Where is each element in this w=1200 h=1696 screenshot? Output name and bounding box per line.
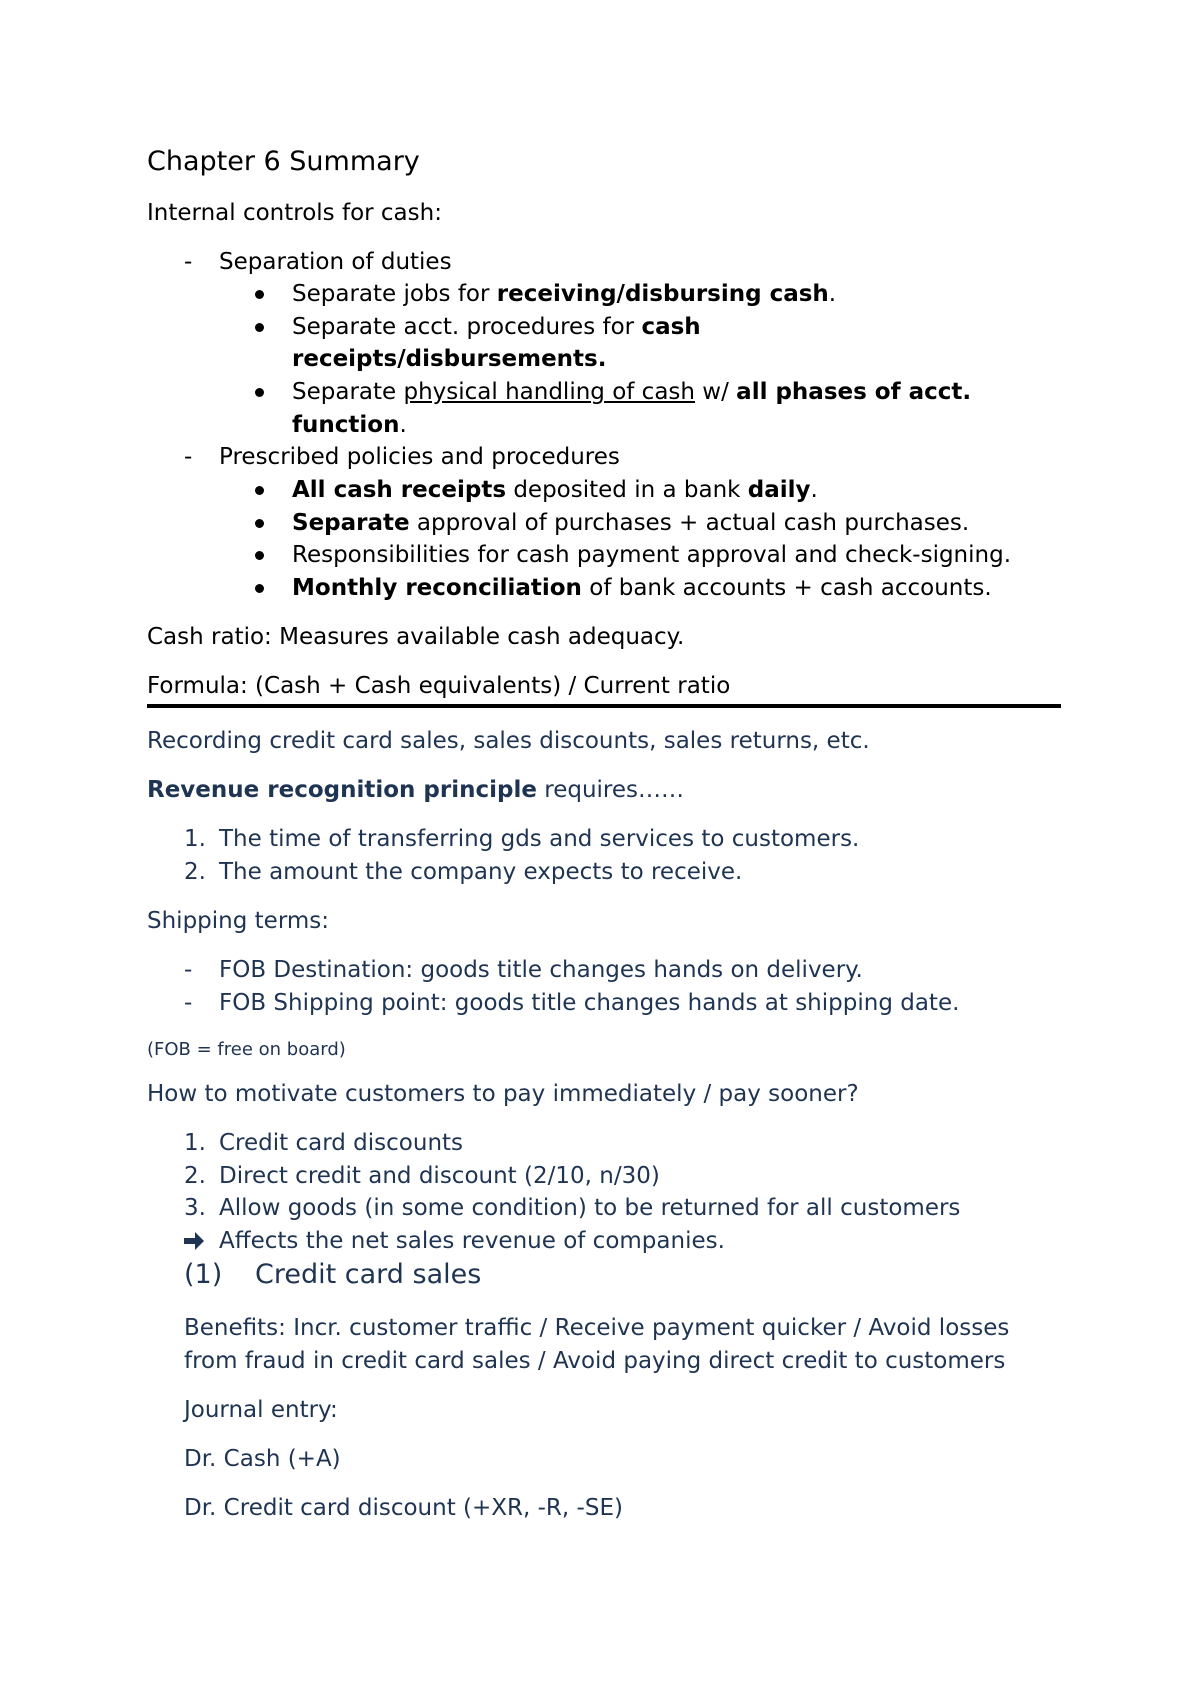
- list-number: 3.: [184, 1195, 206, 1221]
- policies-bullet-3: Responsibilities for cash payment approval and check-signing.: [292, 542, 1012, 568]
- credit-card-heading: Credit card sales: [255, 1259, 482, 1290]
- credit-card-number: (1): [184, 1259, 223, 1290]
- motivate-heading: How to motivate customers to pay immediately / pay sooner?: [147, 1081, 859, 1107]
- bullet-icon: [253, 474, 267, 506]
- benefits-line-1: Benefits: Incr. customer traffic / Receive payment quicker / Avoid losses: [184, 1315, 1010, 1341]
- bullet-icon: [253, 572, 267, 604]
- shipping-item-2: FOB Shipping point: goods title changes hands at shipping date.: [219, 990, 960, 1016]
- list-number: 2.: [184, 1163, 206, 1189]
- shipping-item-1: FOB Destination: goods title changes hands on delivery.: [219, 957, 863, 983]
- dash-marker: -: [184, 249, 193, 275]
- separation-bullet-2: Separate acct. procedures for cash: [292, 314, 701, 340]
- motivate-arrow-text: Affects the net sales revenue of companies.: [219, 1228, 725, 1254]
- internal-controls-heading: Internal controls for cash:: [147, 200, 442, 226]
- page-title: Chapter 6 Summary: [147, 146, 420, 177]
- bullet-icon: [253, 376, 267, 408]
- horizontal-rule: [147, 704, 1061, 708]
- bullet-icon: [253, 507, 267, 539]
- policies-label: Prescribed policies and procedures: [219, 444, 620, 470]
- bullet-icon: [253, 539, 267, 571]
- revenue-item-2: The amount the company expects to receive.: [219, 859, 743, 885]
- policies-bullet-2: Separate approval of purchases + actual cash purchases.: [292, 510, 970, 536]
- list-number: 2.: [184, 859, 206, 885]
- dash-marker: -: [184, 957, 193, 983]
- motivate-item-3: Allow goods (in some condition) to be returned for all customers: [219, 1195, 961, 1221]
- separation-bullet-2-cont: receipts/disbursements.: [292, 346, 607, 372]
- formula-text: Formula: (Cash + Cash equivalents) / Current ratio: [147, 673, 731, 699]
- separation-bullet-1: Separate jobs for receiving/disbursing cash.: [292, 281, 837, 307]
- dash-marker: -: [184, 990, 193, 1016]
- revenue-item-1: The time of transferring gds and services to customers.: [219, 826, 860, 852]
- bullet-icon: [253, 278, 267, 310]
- journal-dr-cash: Dr. Cash (+A): [184, 1446, 341, 1472]
- journal-entry-label: Journal entry:: [184, 1397, 338, 1423]
- cash-ratio-text: Cash ratio: Measures available cash adequacy.: [147, 624, 685, 650]
- motivate-item-1: Credit card discounts: [219, 1130, 464, 1156]
- list-number: 1.: [184, 1130, 206, 1156]
- benefits-line-2: from fraud in credit card sales / Avoid paying direct credit to customers: [184, 1348, 1006, 1374]
- separation-of-duties-label: Separation of duties: [219, 249, 452, 275]
- policies-bullet-4: Monthly reconciliation of bank accounts + cash accounts.: [292, 575, 992, 601]
- dash-marker: -: [184, 444, 193, 470]
- bullet-icon: [253, 311, 267, 343]
- journal-dr-credit-card-discount: Dr. Credit card discount (+XR, -R, -SE): [184, 1495, 623, 1521]
- recording-text: Recording credit card sales, sales discounts, sales returns, etc.: [147, 728, 870, 754]
- separation-bullet-3: Separate physical handling of cash w/ all phases of acct.: [292, 379, 972, 405]
- motivate-item-2: Direct credit and discount (2/10, n/30): [219, 1163, 660, 1189]
- policies-bullet-1: All cash receipts deposited in a bank daily.: [292, 477, 818, 503]
- fob-note: (FOB = free on board): [147, 1039, 346, 1060]
- list-number: 1.: [184, 826, 206, 852]
- shipping-heading: Shipping terms:: [147, 908, 330, 934]
- revenue-recognition-text: Revenue recognition principle requires……: [147, 777, 685, 803]
- separation-bullet-3-cont: function.: [292, 412, 407, 438]
